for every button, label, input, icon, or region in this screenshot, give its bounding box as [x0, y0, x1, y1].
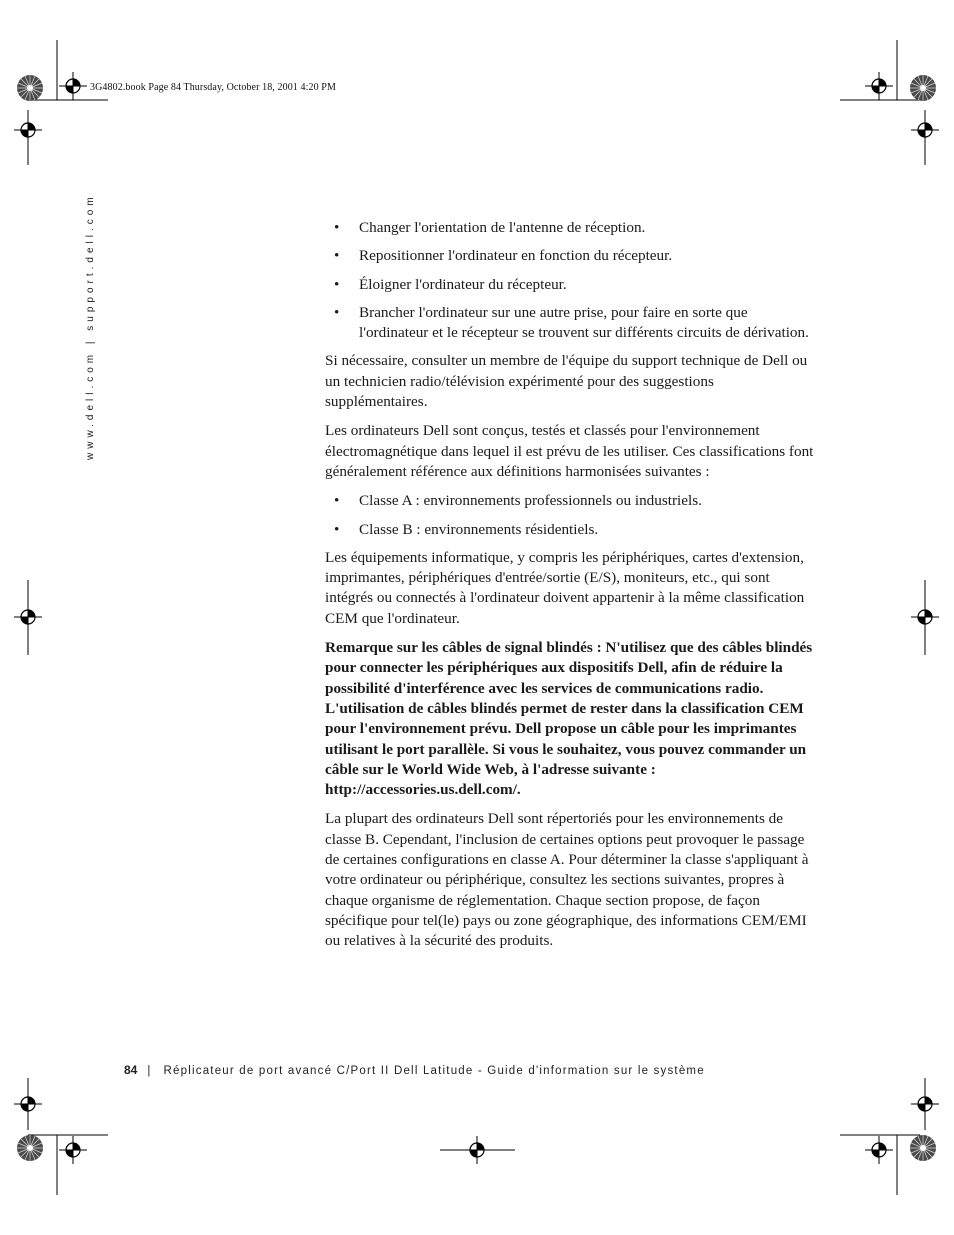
- list-item: • Classe B : environnements résidentiels.: [325, 520, 815, 540]
- paragraph-class-b: La plupart des ordinateurs Dell sont répertoriés pour les environnements de classe B. Cependant, l'inclusion de certaines options peut provoquer le passage de certaines configurations en classe A. Pour déterminer la classe s'appliquant à votre ordinateur ou périphérique, consultez les sections suivantes, propres à chaque organisme de réglementation. Chaque section propose, de façon spécifique pour tel(le) pays ou zone géographique, des informations CEM/EMI ou relatives à la sécurité des produits.: [325, 810, 809, 950]
- bullet-list-1: [325, 218, 815, 343]
- paragraph-equipment: Les équipements informatique, y compris les périphériques, cartes d'extension, imprimantes, périphériques d'entrée/sortie (E/S), moniteurs, etc., qui sont intégrés ou connectés à l'ordinateur doivent appartenir à la même classification CEM que l'ordinateur.: [325, 548, 805, 627]
- print-header: 3G4802.book Page 84 Thursday, October 18, 2001 4:20 PM: [90, 82, 336, 93]
- bullet-icon: •: [334, 520, 340, 538]
- bullet-icon: •: [334, 219, 340, 236]
- bullet-icon: •: [334, 275, 340, 293]
- list-item: • Brancher l'ordinateur sur une autre prise, pour faire en sorte que l'ordinateur et le récepteur se trouvent sur différents circuits de dérivation.: [334, 303, 809, 342]
- bullet-icon: •: [334, 492, 340, 510]
- paragraph-support: Si nécessaire, consulter un membre de l'équipe du support technique de Dell ou un technicien radio/télévision expérimenté pour des suggestions supplémentaires.: [325, 352, 808, 411]
- bullet-list-2: [325, 491, 815, 540]
- page-footer: [124, 1063, 705, 1077]
- list-item: • Classe A : environnements professionnels ou industriels.: [325, 491, 815, 511]
- main-content: [325, 218, 815, 961]
- list-item: • Repositionner l'ordinateur en fonction du récepteur.: [325, 246, 815, 266]
- list-item: • Éloigner l'ordinateur du récepteur.: [325, 275, 815, 295]
- footer-separator: |: [147, 1065, 152, 1077]
- paragraph-shielded-cables-note: Remarque sur les câbles de signal blindés : N'utilisez que des câbles blindés pour connecter les périphériques aux dispositifs Dell, afin de réduire la possibilité d'interférence avec les services de communications radio. L'utilisation de câbles blindés permet de rester dans la classification CEM pour l'environnement prévu. Dell propose un câble pour les imprimantes utilisant le port parallèle. Si vous le souhaitez, vous pouvez commander un câble sur le World Wide Web, à l'adresse suivante : http://accessories.us.dell.com/.: [325, 639, 813, 799]
- list-item: • Changer l'orientation de l'antenne de réception.: [325, 218, 815, 238]
- paragraph-classification: Les ordinateurs Dell sont conçus, testés et classés pour l'environnement électromagnétique dans lequel il est prévu de les utiliser. Ces classifications font généralement référence aux définitions harmonisées suivantes :: [325, 422, 814, 480]
- bullet-icon: •: [334, 247, 340, 265]
- bullet-icon: •: [334, 303, 340, 321]
- side-url: www.dell.com | support.dell.com: [85, 193, 96, 460]
- footer-title: Réplicateur de port avancé C/Port II Dell Latitude - Guide d'information sur le système: [163, 1065, 705, 1077]
- page-number: 84: [124, 1063, 138, 1077]
